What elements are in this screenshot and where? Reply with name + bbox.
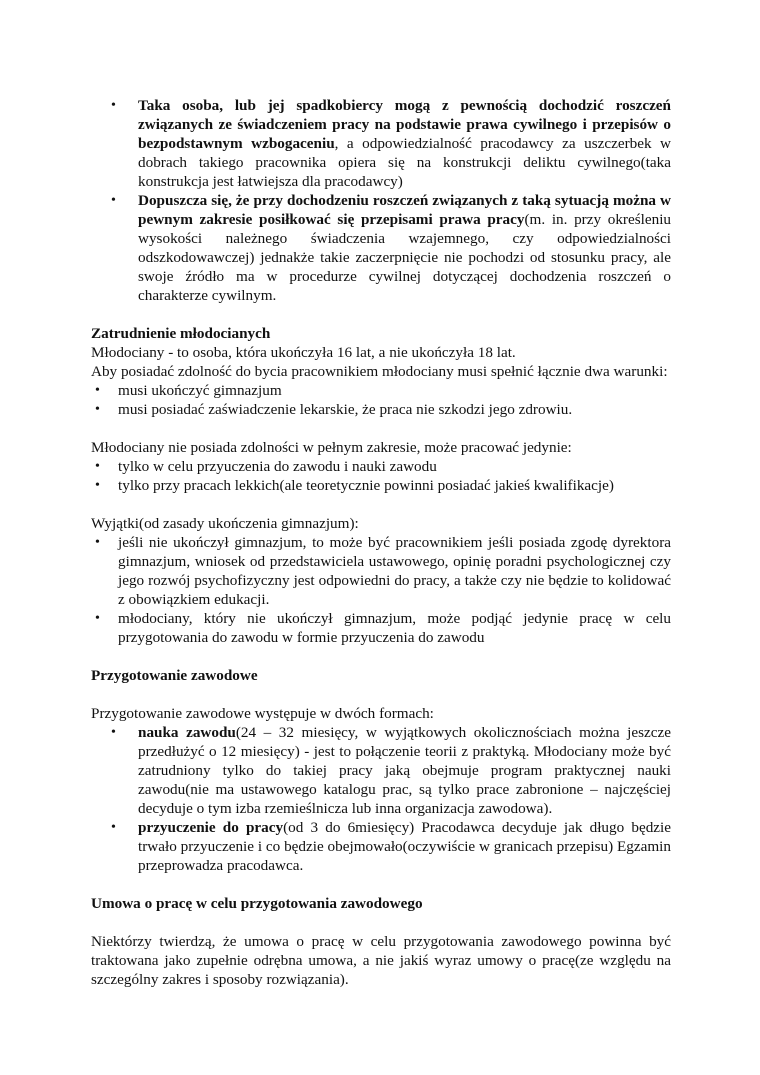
- list-item: • tylko przy pracach lekkich(ale teoretycznie powinni posiadać jakieś kwalifikacje): [91, 476, 671, 495]
- paragraph: Aby posiadać zdolność do bycia pracownikiem młodociany musi spełnić łącznie dwa warunki:: [91, 363, 668, 380]
- item-text: (od 3 do 6miesięcy) Pracodawca decyduje jak długo będzie trwało przyuczenie i co będzie obejmowało(oczywiście w granicach przepisu) Egzamin przeprowadza pracodawca.: [138, 819, 671, 874]
- bullet-list-work: [91, 457, 671, 495]
- item-text: (m. in. przy określeniu wysokości należnego świadczenia wzajemnego, czy odpowiedzialności odszkodowawczej) jednakże takie zaczerpnięcie nie pochodzi od stosunku pracy, ale swoje źródło ma w procedurze cywilnej dotyczącej dochodzenia roszczeń o charakterze cywilnym.: [138, 211, 672, 304]
- section-heading: Przygotowanie zawodowe: [91, 667, 258, 684]
- list-item: • młodociany, który nie ukończył gimnazjum, może podjąć jedynie pracę w celu przygotowania do zawodu w formie przyuczenia do zawodu: [91, 609, 671, 647]
- list-item: [91, 723, 671, 818]
- bullet-list-forms: [91, 723, 671, 875]
- document-body: [91, 96, 671, 989]
- bold-text: Taka osoba, lub jej spadkobiercy mogą z pewnością dochodzić roszczeń związanych ze świadczeniem pracy na podstawie prawa cywilnego i przepisów o bezpodstawnym wzbogaceniu: [138, 97, 671, 152]
- list-item: [91, 191, 671, 305]
- item-text: (24 – 32 miesięcy, w wyjątkowych okolicznościach można jeszcze przedłużyć o 12 miesięcy) - jest to połączenie teorii z praktyką. Młodociany może być zatrudniony tylko do takiej pracy jaką obejmuje program praktycznej nauki zawodu(nie ma ustawowego katalogu prac, są tylko prace zabronione – najczęściej decyduje o tym izba rzemieślnicza lub inna organizacja zawodowa).: [138, 724, 671, 817]
- bullet-list-claims: [91, 96, 671, 305]
- paragraph: Młodociany nie posiada zdolności w pełnym zakresie, może pracować jedynie:: [91, 439, 572, 456]
- list-item: • musi ukończyć gimnazjum: [91, 381, 671, 400]
- paragraph: Wyjątki(od zasady ukończenia gimnazjum):: [91, 515, 359, 532]
- section-heading: Zatrudnienie młodocianych: [91, 325, 271, 342]
- paragraph: Przygotowanie zawodowe występuje w dwóch formach:: [91, 705, 434, 722]
- bold-text: przyuczenie do pracy: [138, 819, 284, 836]
- paragraph: Młodociany - to osoba, która ukończyła 16 lat, a nie ukończyła 18 lat.: [91, 344, 516, 361]
- bold-text: Dopuszcza się, że przy dochodzeniu roszczeń związanych z taką sytuacją można w pewnym zakresie posiłkować się przepisami prawa pracy: [138, 192, 671, 228]
- bullet-list-conditions: [91, 381, 671, 419]
- list-item: • jeśli nie ukończył gimnazjum, to może być pracownikiem jeśli posiada zgodę dyrektora gimnazjum, wniosek od przedstawiciela ustawowego, opinię poradni psychologicznej czy jego rozwój psychofizyczny jest odpowiedni do pracy, a także czy nie będzie to kolidować z obowiązkiem edukacji.: [91, 533, 671, 609]
- bold-text: nauka zawodu: [138, 724, 236, 741]
- paragraph: Niektórzy twierdzą, że umowa o pracę w celu przygotowania zawodowego powinna być traktowana jako zupełnie odrębna umowa, a nie jakiś wyraz umowy o pracę(ze względu na szczególny zakres i sposoby rozwiązania).: [91, 933, 671, 988]
- item-text: , a odpowiedzialność pracodawcy za uszczerbek w dobrach takiego pracownika opiera się na konstrukcji deliktu cywilnego(taka konstrukcja jest łatwiejsza dla pracodawcy): [138, 135, 671, 190]
- section-heading: Umowa o pracę w celu przygotowania zawodowego: [91, 895, 423, 912]
- list-item: [91, 818, 671, 875]
- list-item: • musi posiadać zaświadczenie lekarskie, że praca nie szkodzi jego zdrowiu.: [91, 400, 671, 419]
- bullet-list-exceptions: [91, 533, 671, 647]
- list-item: • tylko w celu przyuczenia do zawodu i nauki zawodu: [91, 457, 671, 476]
- list-item: [91, 96, 671, 191]
